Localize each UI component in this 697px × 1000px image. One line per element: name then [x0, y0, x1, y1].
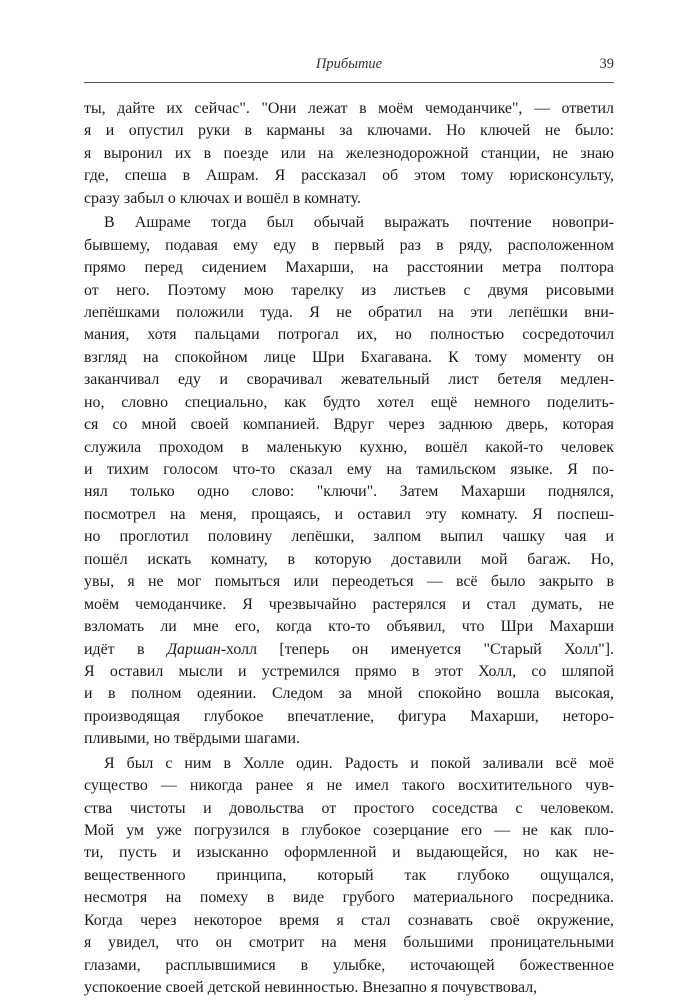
text-line: Когда через некоторое время я стал сознавать своё окружение,: [84, 911, 614, 929]
text-line: и в полном одеянии. Следом за мной спокойно вошла высокая,: [84, 685, 614, 703]
text-line: моём чемоданчике. Я чрезвычайно растерялся и стал думать, не: [84, 595, 614, 613]
running-title: Прибытие: [315, 56, 383, 72]
page-number: 39: [599, 56, 614, 72]
text-line: прямо перед сидением Махарши, на расстоянии метра полтора: [84, 259, 614, 277]
text-line: сразу забыл о ключах и вошёл в комнату.: [84, 189, 362, 207]
text-line: бывшему, подавая ему еду в первый раз в ряду, расположенном: [84, 236, 614, 254]
text-line: Я был с ним в Холле один. Радость и покой заливали всё моё: [104, 754, 614, 772]
text-line: заканчивал еду и сворачивал жевательный лист бетеля медлен-: [84, 371, 614, 389]
text-line: я увидел, что он смотрит на меня большими проницательными: [84, 934, 614, 952]
text-line: Мой ум уже погрузился в глубокое созерцание его — не как пло-: [84, 822, 614, 839]
text-line: вещественного принципа, который так глубоко ощущался,: [84, 866, 614, 884]
text-line: увы, я не мог помыться или переодеться — всё было закрыто в: [84, 573, 614, 591]
text-line: нял только одно слово: "ключи". Затем Махарши поднялся,: [84, 483, 614, 501]
text-line: но, словно специально, как будто хотел ещё немного поделить-: [84, 393, 614, 411]
body-text: [84, 98, 614, 1000]
header-rule: [84, 82, 614, 83]
text-line: где, спеша в Ашрам. Я рассказал об этом тому юрисконсульту,: [84, 167, 614, 185]
text-line: ства чистоты и довольства от простого соседства с человеком.: [84, 799, 614, 817]
text-line: и тихим голосом что-то сказал ему на тамильском языке. Я по-: [84, 461, 614, 478]
text-line: от него. Поэтому мою тарелку из листьев с двумя рисовыми: [84, 281, 614, 299]
text-line: взгляд на спокойном лице Шри Бхагавана. К тому моменту он: [84, 348, 614, 366]
text-line: посмотрел на меня, прощаясь, и оставил эту комнату. Я поспеш-: [84, 505, 614, 523]
text-line: служила проходом в маленькую кухню, вошёл какой-то человек: [84, 438, 614, 456]
text-line: пошёл искать комнату, в которую доставили мой багаж. Но,: [84, 550, 614, 568]
text-line: пливыми, но твёрдыми шагами.: [84, 730, 300, 748]
page-header: [84, 56, 614, 78]
text-line: мания, хотя пальцами потрогал их, но полностью сосредоточил: [84, 326, 614, 344]
text-line: Я оставил мысли и устремился прямо в этот Холл, со шляпой: [84, 662, 614, 680]
text-line: но проглотил половину лепёшки, залпом выпил чашку чая и: [84, 528, 614, 546]
text-line: ся со мной своей компанией. Вдруг через заднюю дверь, которая: [84, 416, 614, 434]
text-line: несмотря на помеху в виде грубого материального посредника.: [84, 889, 614, 907]
text-line: успокоение своей детской невинностью. Внезапно я почувствовал,: [84, 979, 538, 997]
text-line: лепёшками положили туда. Я не обратил на эти лепёшки вни-: [84, 303, 614, 321]
text-line: глазами, расплывшимися в улыбке, источающей божественное: [84, 956, 614, 974]
text-line: производящая глубокое впечатление, фигура Махарши, неторо-: [84, 707, 614, 725]
text-line: я и опустил руки в карманы за ключами. Но ключей не было:: [84, 122, 614, 140]
text-line: В Ашраме тогда был обычай выражать почтение новопри-: [104, 214, 614, 232]
text-line: идёт в Даршан-холл [теперь он именуется "Старый Холл"].: [84, 640, 614, 658]
text-line: я выронил их в поезде или на железнодорожной станции, не знаю: [84, 144, 614, 162]
text-line: взломать ли мне его, когда кто-то объявил, что Шри Махарши: [84, 618, 614, 636]
text-line: ти, пусть и изысканно оформленной и выдающейся, но как не-: [84, 844, 614, 862]
text-line: существо — никогда ранее я не имел такого восхитительного чув-: [84, 777, 614, 795]
text-line: ты, дайте их сейчас". "Они лежат в моём чемоданчике", — ответил: [84, 100, 614, 117]
